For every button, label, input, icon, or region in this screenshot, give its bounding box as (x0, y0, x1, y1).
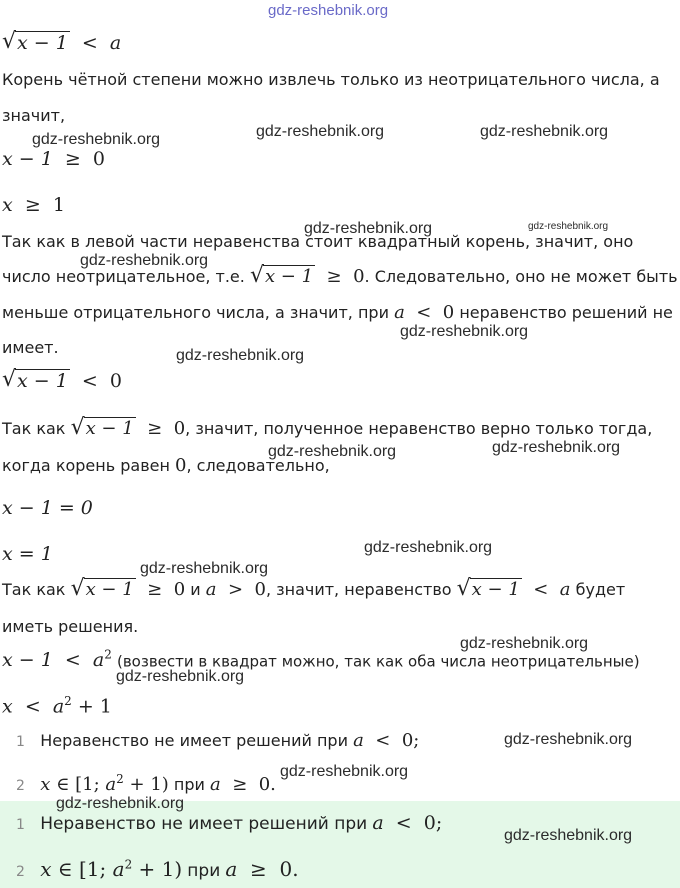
watermark: gdz-reshebnik.org (400, 323, 529, 340)
watermark: gdz-reshebnik.org (364, 539, 493, 556)
paragraph-4-line-1: Так как √ x − 1 ≥ 0 и a > 0, значит, неравенство √ x − 1 < a будет (2, 579, 625, 600)
paragraph-1-line-1: Корень чётной степени можно извлечь только из неотрицательного числа, а (2, 70, 660, 89)
paragraph-3-line-2: когда корень равен 0, следовательно, (2, 455, 330, 476)
solution-item-1: 1 Неравенство не имеет решений при a < 0; (16, 812, 443, 834)
watermark: gdz-reshebnik.org (256, 123, 385, 140)
solution-item-2: 2 x ∈ [1; $a^2 + 1$) при a ≥ 0. (16, 857, 299, 881)
equation-x-eq-1: x = 1 (2, 543, 53, 565)
watermark: gdz-reshebnik.org (304, 220, 433, 237)
inequality-main: √ x − 1 < a (2, 32, 121, 54)
paragraph-2-line-3: меньше отрицательного числа, а значит, при a < 0 неравенство решений не (2, 302, 673, 323)
inequality-x-minus-1-ge-0: x − 1 ≥ 0 (2, 148, 106, 170)
inequality-x-lt-a2-plus-1: $x < a^2 + 1$ (2, 694, 112, 718)
watermark: gdz-reshebnik.org (280, 763, 409, 780)
paragraph-2-line-4: имеет. (2, 338, 59, 357)
watermark: gdz-reshebnik.org (480, 123, 609, 140)
watermark: gdz-reshebnik.org (504, 827, 633, 844)
inequality-x-ge-1: x ≥ 1 (2, 194, 65, 216)
watermark: gdz-reshebnik.org (116, 668, 245, 685)
answer-item-1: 1 Неравенство не имеет решений при a < 0; (16, 730, 420, 751)
inequality-squared: $x - 1 < a^2$ (возвести в квадрат можно, так как оба числа неотрицательные) (2, 648, 640, 672)
paragraph-3-line-1: Так как √ x − 1 ≥ 0, значит, полученное неравенство верно только тогда, (2, 418, 652, 439)
paragraph-2-line-1: Так как в левой части неравенства стоит квадратный корень, значит, оно (2, 232, 634, 251)
watermark: gdz-reshebnik.org (80, 252, 209, 269)
equation-x-minus-1-eq-0: x − 1 = 0 (2, 497, 93, 519)
paragraph-2-line-2: число неотрицательное, т.е. √ x − 1 ≥ 0. Следовательно, оно не может быть (2, 266, 678, 287)
watermark: gdz-reshebnik.org (460, 635, 589, 652)
paragraph-1-line-2: значит, (2, 106, 66, 125)
watermark: gdz-reshebnik.org (268, 443, 397, 460)
watermark: gdz-reshebnik.org (504, 731, 633, 748)
watermark: gdz-reshebnik.org (32, 131, 161, 148)
watermark: gdz-reshebnik.org (176, 347, 305, 364)
watermark: gdz-reshebnik.org (56, 795, 185, 812)
inequality-sqrt-lt-0: √ x − 1 < 0 (2, 370, 122, 392)
watermark: gdz-reshebnik.org (528, 221, 609, 232)
watermark: gdz-reshebnik.org (492, 439, 621, 456)
answer-item-2: 2 x ∈ [1; $a^2 + 1$) при a ≥ 0. (16, 772, 276, 795)
paragraph-4-line-2: иметь решения. (2, 617, 139, 636)
watermark-top: gdz-reshebnik.org (268, 2, 389, 19)
watermark: gdz-reshebnik.org (140, 560, 269, 577)
